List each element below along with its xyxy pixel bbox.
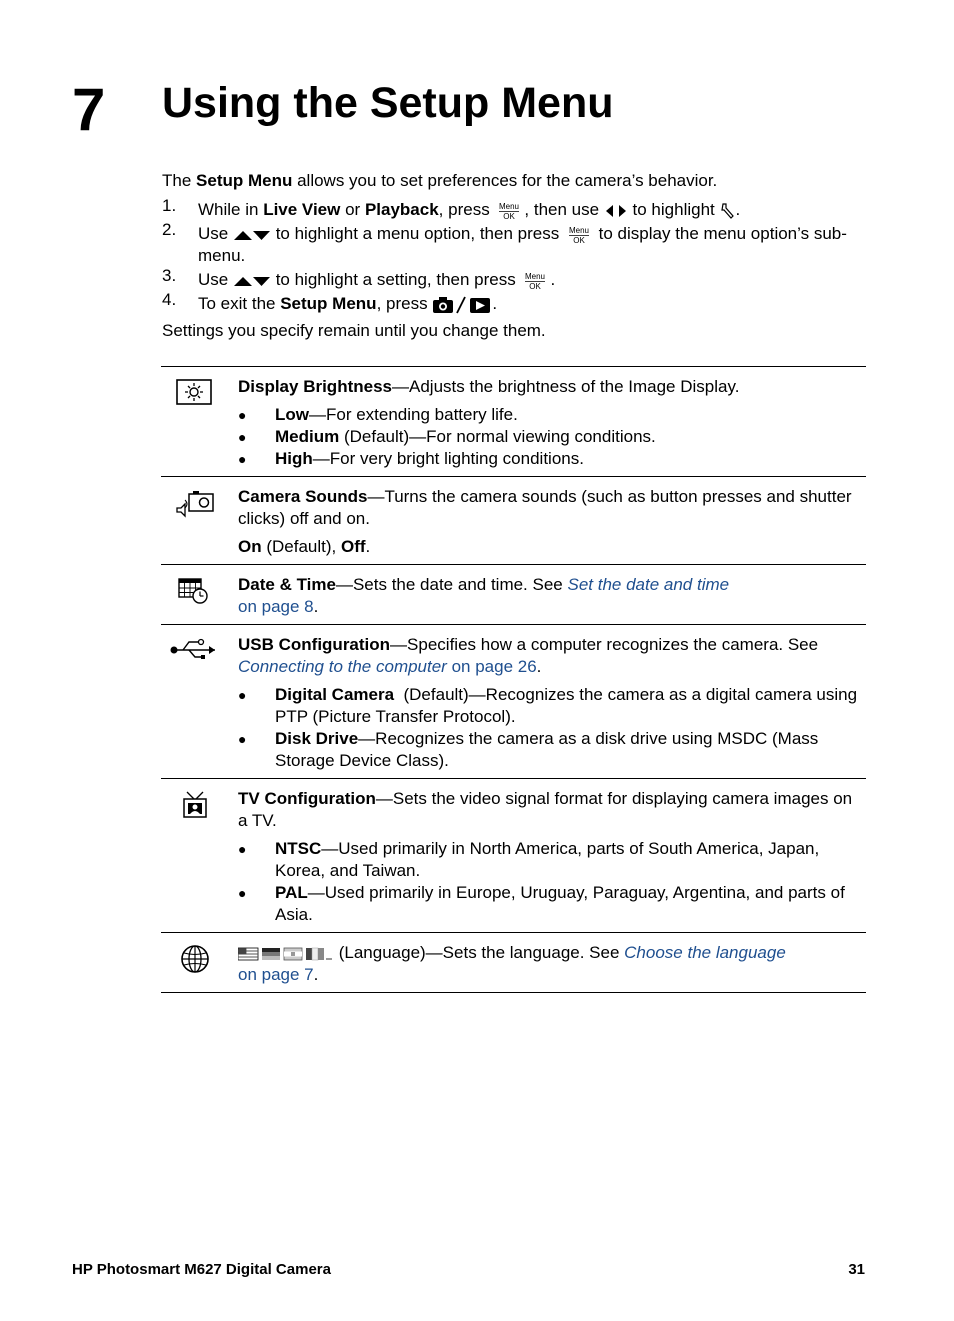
setting-tv-configuration: TV Configuration—Sets the video signal format for displaying camera images on a TV. ● NTSC—Used primarily in North America, parts of South America, Japan, Korea, and Taiwan. ● PAL—Used primarily in Europe, Uruguay, Paraguay, Argentina, and parts of Asia. xyxy=(161,779,866,933)
tv-icon xyxy=(181,790,209,820)
wrench-icon xyxy=(720,202,736,220)
step-4: 4. To exit the Setup Menu, press . xyxy=(162,290,498,313)
list-item: ● High—For very bright lighting conditions. xyxy=(238,448,866,470)
steps-list xyxy=(162,196,866,315)
usb-options xyxy=(238,684,866,772)
svg-text:OK: OK xyxy=(573,235,585,245)
chapter-number: 7 xyxy=(72,76,106,143)
menu-ok-icon xyxy=(496,201,522,221)
globe-icon xyxy=(180,944,210,974)
setting-display-brightness: Display Brightness—Adjusts the brightness of the Image Display. ● Low—For extending battery life. ● Medium (Default)—For normal viewing conditions. ● High—For very bright lighting conditions. xyxy=(161,367,866,477)
svg-text:OK: OK xyxy=(529,281,542,291)
camera-sounds-icon xyxy=(175,488,215,518)
camera-playback-icon xyxy=(432,295,492,315)
intro-section xyxy=(162,170,866,342)
up-down-arrows-icon xyxy=(233,228,271,242)
menu-ok-icon xyxy=(566,225,592,245)
left-right-arrows-icon xyxy=(604,203,628,219)
choose-language-link[interactable]: Choose the language on page 7 xyxy=(238,943,786,984)
svg-text:Menu: Menu xyxy=(568,225,589,235)
up-down-arrows-icon xyxy=(233,274,271,288)
setting-language: (Language)—Sets the language. See Choose the language on page 7. xyxy=(161,933,866,993)
usb-icon xyxy=(169,636,219,662)
step-1: 1. While in Live View or Playback, press Menu OK , then use to highlight . xyxy=(162,196,741,221)
display-brightness-icon xyxy=(175,378,213,406)
svg-text:Menu: Menu xyxy=(499,201,520,211)
connecting-computer-link[interactable]: Connecting to the computer on page 26 xyxy=(238,657,537,676)
chapter-title: Using the Setup Menu xyxy=(162,79,614,127)
page-footer xyxy=(72,1261,865,1278)
list-item: ● Low—For extending battery life. xyxy=(238,404,866,426)
list-item: ● NTSC—Used primarily in North America, parts of South America, Japan, Korea, and Taiwan. xyxy=(238,838,866,882)
display-brightness-options xyxy=(238,404,866,470)
setting-camera-sounds: Camera Sounds—Turns the camera sounds (such as button presses and shutter clicks) off and on. On (Default), Off. xyxy=(161,477,866,565)
date-time-icon xyxy=(175,576,211,606)
set-date-time-link[interactable]: Set the date and time on page 8 xyxy=(238,575,730,616)
settings-table xyxy=(161,366,866,993)
list-item: ● Medium (Default)—For normal viewing conditions. xyxy=(238,426,866,448)
list-item: ● PAL—Used primarily in Europe, Uruguay, Paraguay, Argentina, and parts of Asia. xyxy=(238,882,866,926)
tv-options xyxy=(238,838,866,926)
language-flags-icon xyxy=(238,947,334,961)
list-item: ● Digital Camera (Default)—Recognizes the camera as a digital camera using PTP (Picture Transfer Protocol). xyxy=(238,684,866,728)
list-item: ● Disk Drive—Recognizes the camera as a disk drive using MSDC (Mass Storage Device Class). xyxy=(238,728,866,772)
menu-ok-icon xyxy=(522,271,548,291)
svg-text:OK: OK xyxy=(503,211,516,221)
svg-text:Menu: Menu xyxy=(525,271,546,281)
step-3: 3. Use to highlight a setting, then press Menu OK . xyxy=(162,266,556,291)
footer-product: HP Photosmart M627 Digital Camera xyxy=(72,1261,331,1278)
outro-paragraph: Settings you specify remain until you change them. xyxy=(162,321,546,340)
footer-page-number: 31 xyxy=(848,1261,865,1278)
setting-date-time: Date & Time—Sets the date and time. See Set the date and time on page 8. xyxy=(161,565,866,625)
intro-paragraph: The Setup Menu allows you to set preferences for the camera’s behavior. xyxy=(162,171,718,190)
setting-usb-configuration: USB Configuration—Specifies how a computer recognizes the camera. See Connecting to the computer on page 26. ● Digital Camera (Default)—Recognizes the camera as a digital camera using PTP (Picture Transfer Protocol). ● Disk Drive—Recognizes the camera as a disk drive using MSDC (Mass Storage Device Class). xyxy=(161,625,866,779)
step-2: 2. Use to highlight a menu option, then press Menu OK to display the menu option’s sub-menu. xyxy=(162,220,847,265)
